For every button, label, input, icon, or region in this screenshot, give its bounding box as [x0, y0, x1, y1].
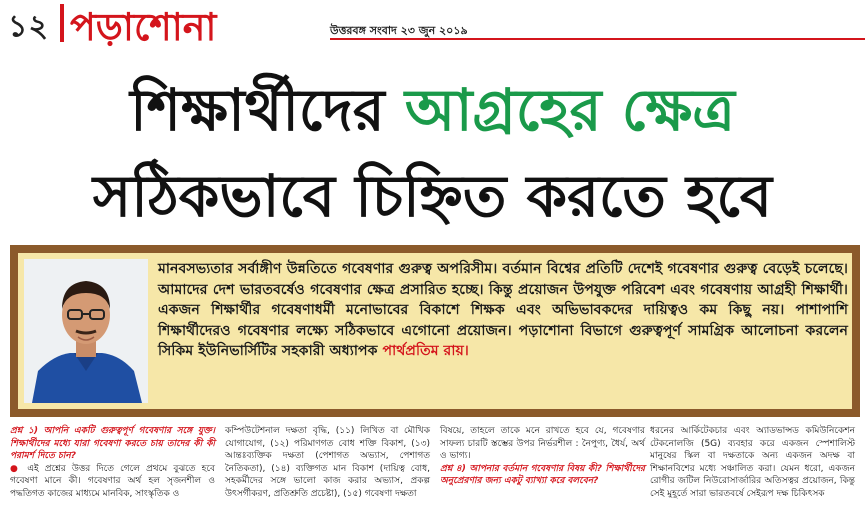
question-1: প্রশ্ন ১) আপনি একটি গুরুত্বপূর্ণ গবেষণার সঙ্গে যুক্ত। শিক্ষার্থীদের মধ্যে যারা গবেষণা করতে চায় তাদের কী কী পরামর্শ দিতে চান?: [10, 426, 215, 462]
author-photo: [24, 259, 148, 403]
column-4-text: ধরনের আর্কিটেকচার এবং অ্যাডভান্সড কমিউনিকেশন টেকনোলজি (5G) ব্যবহার করে একজন স্পেশালিস্ট মানুষের স্কিল বা দক্ষতাকে অন্য একজন অদক্ষ বা শিক্ষানবিশের মধ্যে সঞ্চালিত করা। যেমন ধরো, একজন রোগীর জটিল নিউরোসার্জারির অতিসত্বর প্রয়োজন, কিন্তু সেই মুহূর্তে সারা ভারতবর্ষে সেইরূপ দক্ষ চিকিৎসক: [650, 426, 855, 499]
column-4: [650, 425, 855, 501]
headline-black-part: শিক্ষার্থীদের: [130, 76, 405, 144]
column-2: [225, 425, 430, 501]
column-1-body: এই প্রশ্নের উত্তর দিতে গেলে প্রথমে বুঝতে হবে গবেষণা মানে কী। গবেষণার অর্থ হল সৃজনশীল ও পদ্ধতিগত কাজের মাধ্যমে মানবিক, সাংস্কৃতিক ও: [10, 463, 215, 499]
column-1-text: [10, 463, 215, 501]
column-3: [440, 425, 645, 488]
header-rule: [330, 38, 865, 40]
author-portrait-illustration: [24, 259, 148, 403]
intro-inner: [18, 253, 852, 409]
column-1: [10, 425, 215, 501]
question-4: প্রশ্ন ৪) আপনার বর্তমান গবেষণার বিষয় কী? শিক্ষার্থীদের অনুপ্রেরণার জন্য একটু ব্যাখ্যা করে বলবেন?: [440, 463, 645, 487]
column-2-text: কম্পিউটেশনাল দক্ষতা বৃদ্ধি, (১১) লিখিত বা মৌখিক যোগাযোগ, (১২) পরিমাণগত বোধ শক্তি বিকাশ, (১৩) আন্তঃব্যক্তিক দক্ষতা (পেশাগত অভ্যাস, পেশাগত নৈতিকতা), (১৪) ব্যক্তিগত মান বিকাশ (দায়িত্ব বোধ, সহকর্মীদের সঙ্গে ভালো কাজ করার অভ্যাস, প্রকল্প উৎসর্গীকরণ, প্রতিশ্রুতি প্রচেষ্টা), (১৫) গবেষণা দক্ষতা: [225, 426, 430, 499]
article-columns: [10, 425, 865, 507]
dateline: উত্তরবঙ্গ সংবাদ ২৩ জুন ২০১৯: [330, 24, 468, 37]
intro-body: মানবসভ্যতার সর্বাঙ্গীণ উন্নতিতে গবেষণার গুরুত্ব অপরিসীম। বর্তমান বিশ্বের প্রতিটি দেশেই গবেষণার গুরুত্ব বেড়েই চলেছে। আমাদের দেশ ভারতবর্ষেও গবেষণার ক্ষেত্র প্রসারিত হচ্ছে। কিন্তু প্রয়োজন উপযুক্ত পরিবেশ এবং গবেষণায় আগ্রহী শিক্ষার্থী। একজন শিক্ষার্থীর গবেষণাধর্মী মনোভাবের বিকাশে শিক্ষক এবং অভিভাবকদের দায়িত্বও কম কিছু নয়। পাশাপাশি শিক্ষার্থীদেরও গবেষণার লক্ষ্যে সঠিকভাবে এগোনো প্রয়োজন। পড়াশোনা বিভাগে গুরুত্বপূর্ণ সামগ্রিক আলোচনা করলেন সিকিম ইউনিভার্সিটির সহকারী অধ্যাপক: [158, 261, 848, 360]
headline-line-2: সঠিকভাবে চিহ্নিত করতে হবে: [92, 162, 773, 230]
column-3-text: বিষয়ে, তাহলে তাকে মনে রাখতে হবে যে, গবেষণার সাফল্য চারটি স্তম্ভের উপর নির্ভরশীল : নৈপুণ্য, ধৈর্য, অর্থ ও ভাগ্য।: [440, 426, 645, 462]
bullet-dot: ●: [10, 463, 28, 474]
section-title: পড়াশোনা: [70, 4, 217, 49]
page-header: [0, 0, 865, 49]
intro-box: [10, 245, 860, 417]
author-name: পার্থপ্রতিম রায়।: [382, 343, 469, 360]
intro-paragraph: [158, 259, 848, 362]
header-divider: [60, 4, 64, 42]
headline-line-1: [0, 66, 865, 163]
page-number: ১২: [8, 9, 49, 44]
headline-green-part: আগ্রহের ক্ষেত্র: [404, 76, 735, 144]
